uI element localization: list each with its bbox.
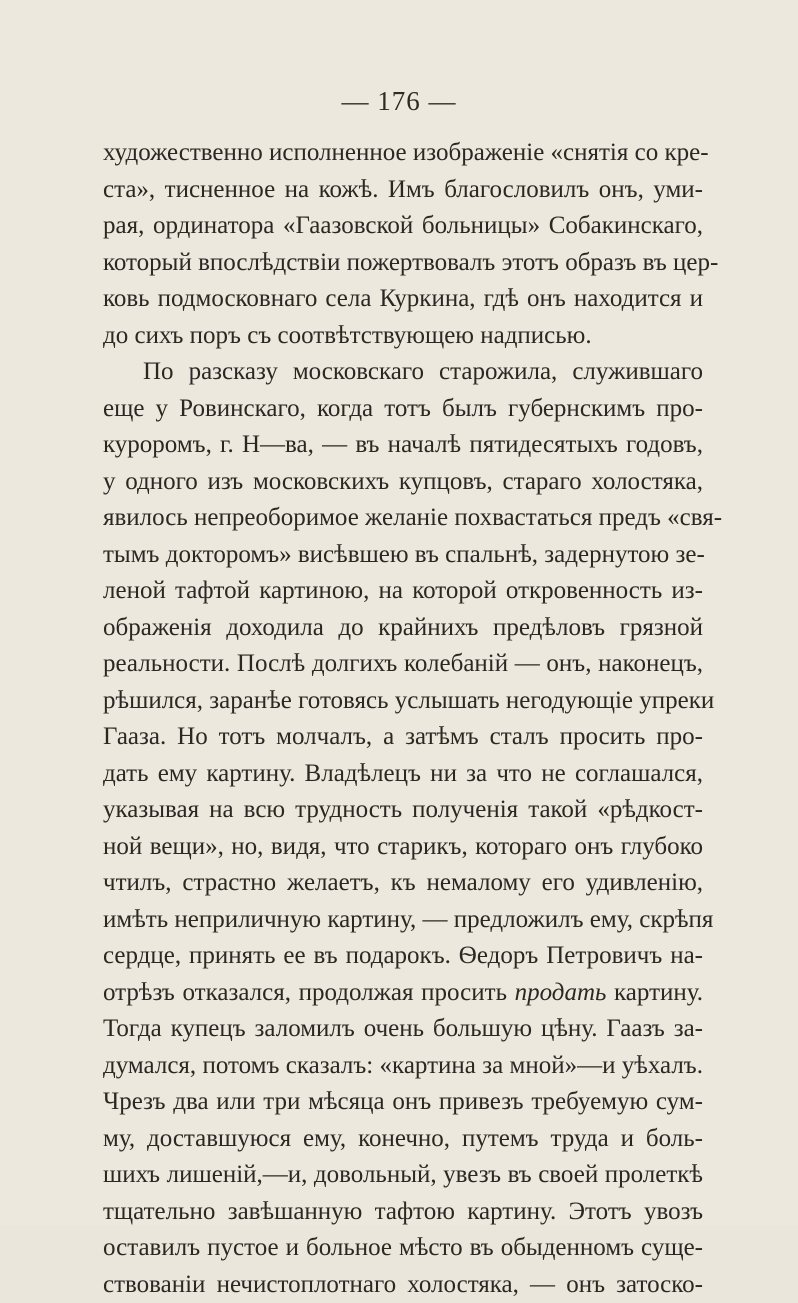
text-line: тымъ докторомъ» висѣвшею въ спальнѣ, задернутою зе- <box>103 537 703 574</box>
body-text <box>103 135 703 1303</box>
text-line: чтилъ, страстно желаетъ, къ немалому его удивленію, <box>103 865 703 902</box>
text-line: реальности. Послѣ долгихъ колебаній — онъ, наконецъ, <box>103 646 703 683</box>
text-line: Чрезъ два или три мѣсяца онъ привезъ требуемую сум- <box>103 1084 703 1121</box>
text-line: ной вещи», но, видя, что старикъ, котораго онъ глубоко <box>103 829 703 866</box>
text-line: еще у Ровинскаго, когда тотъ былъ губернскимъ про- <box>103 391 703 428</box>
text-line: указывая на всю трудность полученія такой «рѣдкост- <box>103 792 703 829</box>
text-line: у одного изъ московскихъ купцовъ, стараго холостяка, <box>103 464 703 501</box>
text-line: тщательно завѣшанную тафтою картину. Этотъ увозъ <box>103 1194 703 1231</box>
text-line: ствованіи нечистоплотнаго холостяка, — онъ затоско- <box>103 1267 703 1303</box>
text-line: ста», тисненное на кожѣ. Имъ благословилъ онъ, уми- <box>103 172 703 209</box>
text-line: ковь подмосковнаго села Куркина, гдѣ онъ находится и <box>103 281 703 318</box>
text-line: му, доставшуюся ему, конечно, путемъ труда и боль- <box>103 1121 703 1158</box>
text-line: оставилъ пустое и больное мѣсто въ обыденномъ суще- <box>103 1230 703 1267</box>
text-line-with-italic <box>103 975 703 1012</box>
text-segment: картину. <box>614 979 703 1006</box>
text-line: который впослѣдствіи пожертвовалъ этотъ образъ въ цер- <box>103 245 703 282</box>
text-line: дать ему картину. Владѣлецъ ни за что не соглашался, <box>103 756 703 793</box>
text-line: Гааза. Но тотъ молчалъ, а затѣмъ сталъ просить про- <box>103 719 703 756</box>
text-line: художественно исполненное изображеніе «снятія со кре- <box>103 135 703 172</box>
paragraph-first-line: По разсказу московскаго старожила, служившаго <box>103 354 703 391</box>
text-line: ображенія доходила до крайнихъ предѣловъ грязной <box>103 610 703 647</box>
text-line: сердце, принять ее въ подарокъ. Ѳедоръ Петровичъ на- <box>103 938 703 975</box>
text-line: Тогда купецъ заломилъ очень большую цѣну. Гаазъ за- <box>103 1011 703 1048</box>
text-line: явилось непреоборимое желаніе похвастаться предъ «свя- <box>103 500 703 537</box>
text-line: до сихъ поръ съ соотвѣтствующею надписью. <box>103 318 703 355</box>
text-line: имѣть неприличную картину, — предложилъ ему, скрѣпя <box>103 902 703 939</box>
text-line: леной тафтой картиною, на которой откровенность из- <box>103 573 703 610</box>
page-number: — 176 — <box>0 86 798 117</box>
text-line: рая, ординатора «Гаазовской больницы» Собакинскаго, <box>103 208 703 245</box>
text-line: куроромъ, г. Н—ва, — въ началѣ пятидесятыхъ годовъ, <box>103 427 703 464</box>
italic-word: продать <box>515 979 607 1006</box>
text-line: думался, потомъ сказалъ: «картина за мной»—и уѣхалъ. <box>103 1048 703 1085</box>
text-line: шихъ лишеній,—и, довольный, увезъ въ своей пролеткѣ <box>103 1157 703 1194</box>
text-line: рѣшился, заранѣе готовясь услышать негодующіе упреки <box>103 683 703 720</box>
text-segment: отрѣзъ отказался, продолжая просить <box>103 979 507 1006</box>
